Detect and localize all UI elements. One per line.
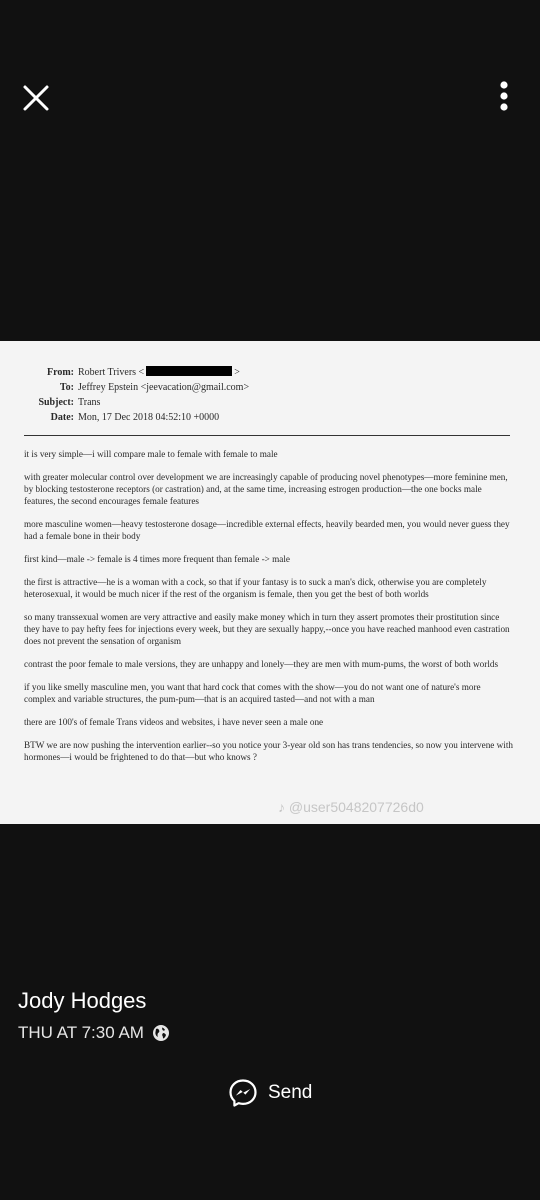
email-paragraph: there are 100's of female Trans videos and websites, i have never seen a male one (24, 717, 324, 727)
globe-icon (152, 1024, 170, 1042)
more-vertical-icon (490, 78, 518, 114)
email-from-row (24, 365, 514, 380)
subject-label: Subject: (38, 397, 74, 408)
from-name: Robert Trivers < (78, 367, 145, 378)
send-label: Send (268, 1082, 313, 1103)
from-label: From: (46, 367, 74, 378)
email-paragraph: more masculine women—heavy testosterone dosage—incredible external effects, heavily bearded men, you would never guess they had a female bone in their body (24, 519, 510, 541)
tiktok-watermark: ♪ @user5048207726d0 (278, 799, 424, 815)
email-body (24, 448, 514, 763)
email-subject-row (24, 395, 514, 410)
email-paragraph: with greater molecular control over development we are increasingly capable of producing novel phenotypes—more feminine men, by blocking testosterone receptors (or castration) and, at the same time, increasing estrogen production—the one bocks male features, the second encourages female features (24, 472, 508, 506)
redaction-bar (146, 366, 232, 376)
post-meta (18, 1023, 170, 1043)
email-document (24, 365, 514, 763)
date-value: Mon, 17 Dec 2018 04:52:10 +0000 (78, 412, 220, 423)
post-author[interactable]: Jody Hodges (18, 988, 147, 1013)
post-timestamp[interactable]: THU AT 7:30 AM (18, 1023, 144, 1042)
subject-value: Trans (78, 397, 101, 408)
more-options-button[interactable] (490, 78, 518, 114)
send-button[interactable] (228, 1078, 312, 1108)
email-paragraph: BTW we are now pushing the intervention earlier--so you notice your 3-year old son has trans tendencies, so now you intervene with hormones—i would be frightened to do that—but who knows ? (24, 740, 514, 762)
close-button[interactable] (18, 80, 54, 116)
email-to-row (24, 380, 514, 395)
to-value: Jeffrey Epstein <jeevacation@gmail.com> (78, 382, 250, 393)
email-paragraph: first kind—male -> female is 4 times more frequent than female -> male (24, 554, 290, 564)
email-paragraph: it is very simple—i will compare male to female with female to male (24, 449, 278, 459)
email-paragraph: contrast the poor female to male versions, they are unhappy and lonely—they are men with mum-pums, the worst of both worlds (24, 659, 499, 669)
from-bracket: > (234, 367, 240, 378)
to-label: To: (59, 382, 74, 393)
email-paragraph: if you like smelly masculine men, you want that hard cock that comes with the show—you do not want one of nature's more complex and variable structures, the pum-pum—that is an acquired tasted—and not with a man (24, 682, 481, 704)
date-label: Date: (50, 412, 74, 423)
email-paragraph: so many transsexual women are very attractive and easily make money which in turn they assert promotes their prostitution since they have to pay hefty fees for injections every week, but they are sexually happy,--once you have reached manhood even castration does not prevent the sensation of organism (24, 612, 510, 646)
email-paragraph: the first is attractive—he is a woman with a cock, so that if your fantasy is to suck a man's dick, otherwise you are completely heterosexual, it would be much nicer if the rest of the organism is female, then you get the best of both worlds (24, 577, 487, 599)
messenger-icon (228, 1078, 258, 1108)
close-icon (18, 80, 54, 116)
email-date-row (24, 410, 514, 425)
header-divider (24, 435, 510, 436)
from-value (78, 365, 240, 380)
post-photo[interactable] (0, 341, 540, 824)
